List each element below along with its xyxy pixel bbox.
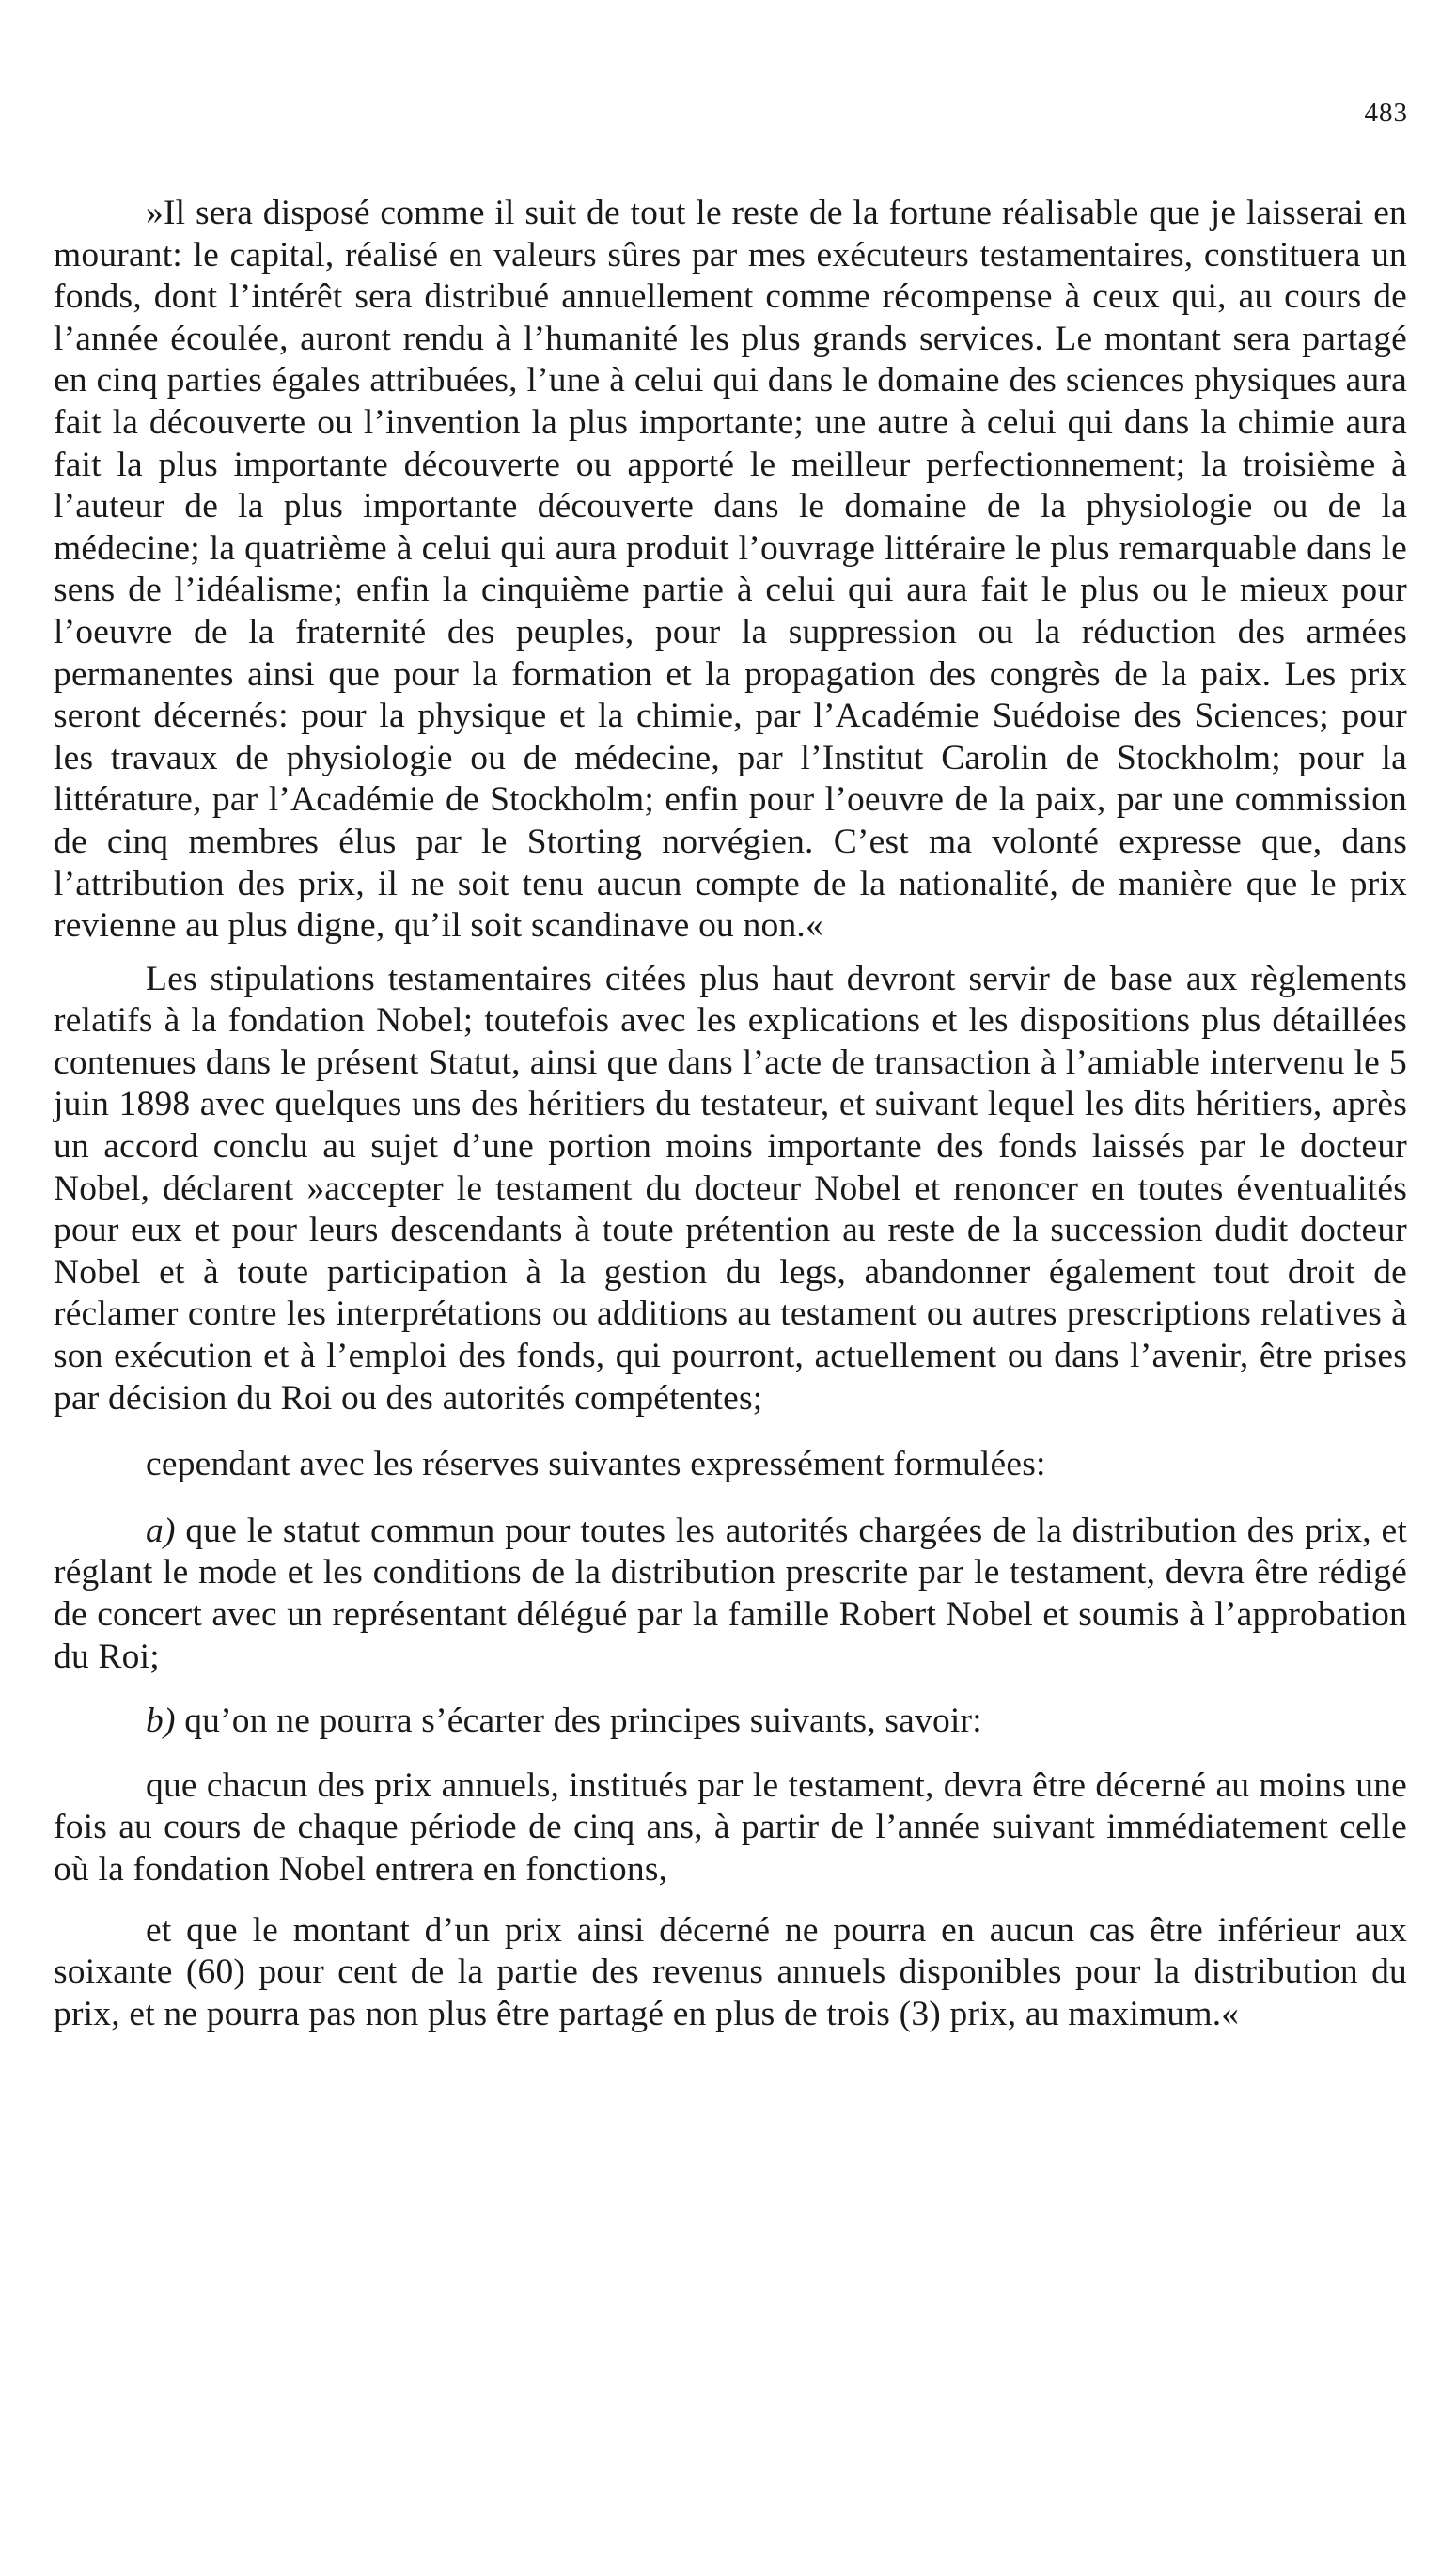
paragraph-will-quote xyxy=(54,193,1407,948)
paragraph-item-b xyxy=(54,1701,1407,1743)
paragraph-text: que le statut commun pour toutes les autorités chargées de la distribution des prix, et réglant le mode et les conditions de la distribution prescrite par le testament, devra être rédigé de concert avec un représentant délégué par la famille Robert Nobel et soumis à l’approbation du Roi; xyxy=(54,1511,1407,1676)
page-number: 483 xyxy=(1364,98,1408,128)
paragraph-text: »Il sera disposé comme il suit de tout le reste de la fortune réalisable que je laisserai en mourant: le capital, réalisé en valeurs sûres par mes exécuteurs testamentaires, constituera un fonds, dont l’intérêt sera distribué annuellement comme récompense à ceux qui, au cours de l’année écoulée, auront rendu à l’humanité les plus grands services. Le montant sera partagé en cinq parties égales attribuées, l’une à celui qui dans le domaine des sciences physiques aura fait la découverte ou l’invention la plus importante; une autre à celui qui dans la chimie aura fait la plus importante découverte ou apporté le meilleur perfectionnement; la troisième à l’auteur de la plus importante découverte dans le domaine de la physiologie ou de la médecine; la quatrième à celui qui aura produit l’ouvrage littéraire le plus remarquable dans le sens de l’idéalisme; enfin la cinquième partie à celui qui aura fait le plus ou le mieux pour l’oeuvre de la fraternité des peuples, pour la suppression ou la réduction des armées permanentes ainsi que pour la formation et la propagation des congrès de la paix. Les prix seront décernés: pour la physique et la chimie, par l’Académie Suédoise des Sciences; pour les travaux de physiologie ou de médecine, par l’Institut Carolin de Stockholm; pour la littérature, par l’Académie de Stockholm; enfin pour l’oeuvre de la paix, par une commission de cinq membres élus par le Storting norvégien. C’est ma volonté expresse que, dans l’attribution des prix, il ne soit tenu aucun compte de la nationalité, de manière que le prix revienne au plus digne, qu’il soit scandinave ou non.« xyxy=(54,194,1407,946)
paragraph-prize-amount xyxy=(54,1910,1407,2036)
list-marker-a: a) xyxy=(146,1511,176,1550)
paragraph-text: et que le montant d’un prix ainsi décerné ne pourra en aucun cas être inférieur aux soixante (60) pour cent de la partie des revenus annuels disponibles pour la distribution du prix, et ne pourra pas non plus être partagé en plus de trois (3) prix, au maximum.« xyxy=(54,1910,1407,2033)
paragraph-item-a xyxy=(54,1511,1407,1678)
paragraph-text: qu’on ne pourra s’écarter des principes suivants, savoir: xyxy=(184,1701,982,1741)
paragraph-text: cependant avec les réserves suivantes expressément formulées: xyxy=(146,1445,1046,1484)
paragraph-reserves xyxy=(54,1444,1407,1486)
list-marker-b: b) xyxy=(146,1701,176,1741)
paragraph-text: que chacun des prix annuels, institués par le testament, devra être décerné au moins une fois au cours de chaque période de cinq ans, à partir de l’année suivant immédiatement celle où la fondation Nobel entrera en fonctions, xyxy=(54,1765,1407,1889)
paragraph-stipulations xyxy=(54,959,1407,1420)
body-text xyxy=(54,193,1407,2035)
paragraph-text: Les stipulations testamentaires citées plus haut devront servir de base aux règlements relatifs à la fondation Nobel; toutefois avec les explications et les dispositions plus détaillées contenues dans le présent Statut, ainsi que dans l’acte de transaction à l’amiable intervenu le 5 juin 1898 avec quelques uns des héritiers du testateur, et suivant lequel les dits héritiers, après un accord conclu au sujet d’une portion moins importante des fonds laissés par le docteur Nobel, déclarent »accepter le testament du docteur Nobel et renoncer en toutes éventualités pour eux et pour leurs descendants à toute prétention au reste de la succession dudit docteur Nobel et à toute participation à la gestion du legs, abandonner également tout droit de réclamer contre les interprétations ou additions au testament ou autres prescriptions relatives à son exécution et à l’emploi des fonds, qui pourront, actuellement ou dans l’avenir, être prises par décision du Roi ou des autorités compétentes; xyxy=(54,959,1407,1418)
paragraph-annual-prizes xyxy=(54,1765,1407,1891)
